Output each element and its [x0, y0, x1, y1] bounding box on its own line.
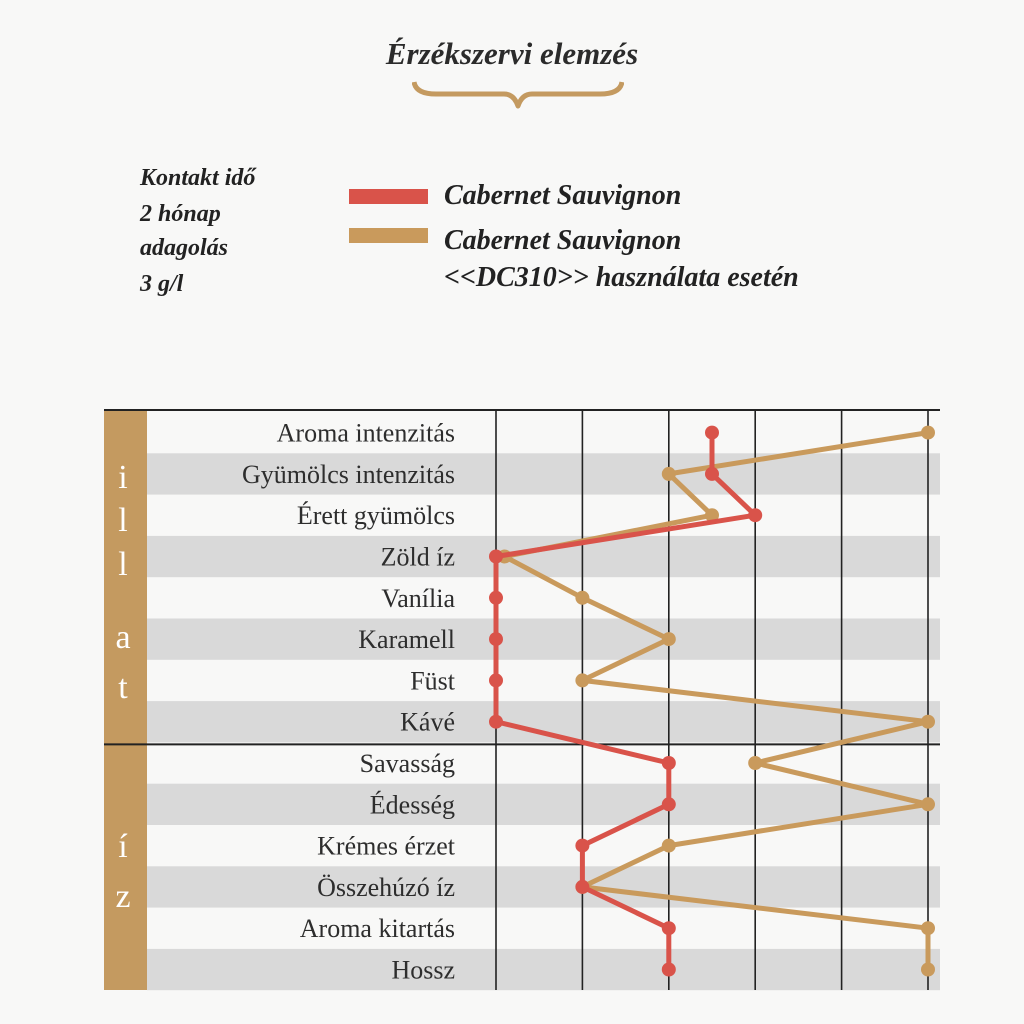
data-point	[662, 632, 676, 646]
data-point	[921, 715, 935, 729]
data-point	[921, 963, 935, 977]
data-point	[489, 591, 503, 605]
row-label: Összehúzó íz	[317, 872, 455, 902]
group-letter: i	[118, 459, 128, 496]
data-point	[489, 673, 503, 687]
row-stripe	[147, 784, 940, 825]
data-point	[921, 426, 935, 440]
data-point	[662, 839, 676, 853]
group-letter: a	[115, 619, 131, 656]
data-point	[921, 921, 935, 935]
row-stripe	[147, 866, 940, 907]
legend-label-gold-line2: <<DC310>> használata esetén	[444, 262, 799, 293]
legend-label-red: Cabernet Sauvignon	[444, 180, 682, 211]
group-letter: l	[118, 546, 128, 583]
row-label: Vanília	[381, 583, 455, 613]
data-point	[921, 797, 935, 811]
data-point	[662, 921, 676, 935]
legend-label-gold-line1: Cabernet Sauvignon	[444, 225, 682, 256]
data-point	[662, 797, 676, 811]
data-point	[489, 715, 503, 729]
data-point	[705, 467, 719, 481]
row-stripe	[147, 619, 940, 660]
row-stripe	[147, 949, 940, 990]
meta-dosage-value: 3 g/l	[140, 271, 184, 297]
row-stripe	[147, 536, 940, 577]
data-point	[662, 756, 676, 770]
meta-contact-time-value: 2 hónap	[140, 201, 221, 227]
row-label: Aroma kitartás	[299, 914, 455, 944]
group-letter: l	[118, 502, 128, 539]
row-label: Hossz	[391, 955, 455, 985]
data-point	[662, 467, 676, 481]
row-label: Füst	[410, 666, 455, 696]
data-point	[662, 963, 676, 977]
data-point	[748, 756, 762, 770]
row-label: Zöld íz	[380, 542, 455, 572]
data-point	[575, 839, 589, 853]
row-label: Aroma intenzitás	[276, 418, 455, 448]
group-letter: z	[115, 878, 131, 915]
data-point	[748, 508, 762, 522]
row-label: Kávé	[400, 707, 455, 737]
data-point	[705, 426, 719, 440]
data-point	[575, 673, 589, 687]
row-label: Érett gyümölcs	[296, 501, 455, 531]
meta-contact-time-label: Kontakt idő	[140, 165, 256, 191]
row-label: Krémes érzet	[317, 831, 455, 861]
data-point	[575, 880, 589, 894]
row-label: Gyümölcs intenzitás	[241, 459, 455, 489]
data-point	[575, 591, 589, 605]
group-letter: í	[118, 828, 128, 865]
row-label: Édesség	[369, 790, 455, 820]
row-label: Karamell	[358, 625, 455, 655]
group-letter: t	[118, 669, 128, 706]
meta-dosage-label: adagolás	[140, 235, 229, 261]
chart-title: Érzékszervi elemzés	[385, 36, 639, 71]
row-label: Savasság	[359, 749, 455, 778]
data-point	[489, 550, 503, 564]
data-point	[489, 632, 503, 646]
